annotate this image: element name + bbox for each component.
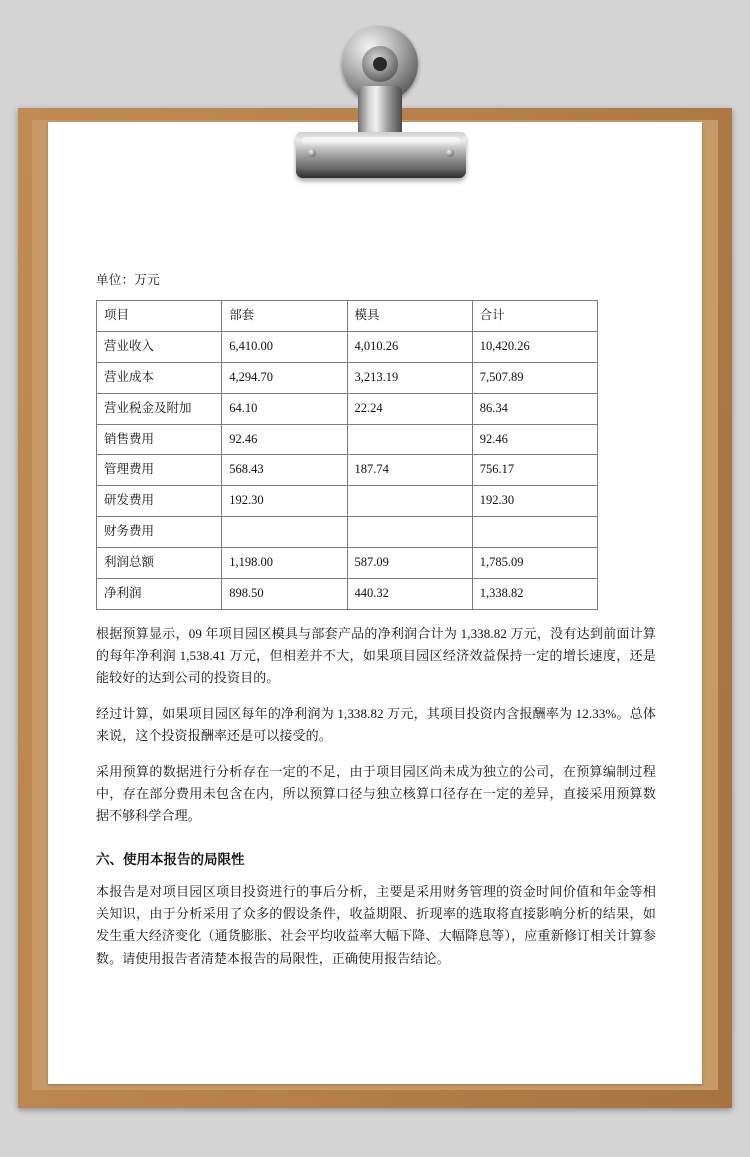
clip-body xyxy=(296,132,466,178)
row-value: 187.74 xyxy=(347,455,472,486)
row-label: 利润总额 xyxy=(97,548,222,579)
row-value: 22.24 xyxy=(347,393,472,424)
row-value xyxy=(347,486,472,517)
row-value: 92.46 xyxy=(222,424,347,455)
row-value: 587.09 xyxy=(347,548,472,579)
row-value: 1,785.09 xyxy=(472,548,597,579)
row-label: 营业税金及附加 xyxy=(97,393,222,424)
row-value: 92.46 xyxy=(472,424,597,455)
table-header-cell: 合计 xyxy=(472,301,597,332)
table-header-cell: 部套 xyxy=(222,301,347,332)
table-header-cell: 项目 xyxy=(97,301,222,332)
row-value: 568.43 xyxy=(222,455,347,486)
row-value: 10,420.26 xyxy=(472,331,597,362)
row-value xyxy=(347,424,472,455)
table-header-row xyxy=(97,301,598,332)
table-header-cell: 模具 xyxy=(347,301,472,332)
row-value: 4,010.26 xyxy=(347,331,472,362)
table-row xyxy=(97,486,598,517)
row-value: 756.17 xyxy=(472,455,597,486)
body-paragraph: 经过计算，如果项目园区每年的净利润为 1,338.82 万元，其项目投资内含报酬率为 12.33%。总体来说，这个投资报酬率还是可以接受的。 xyxy=(96,705,656,744)
row-value: 3,213.19 xyxy=(347,362,472,393)
row-value: 192.30 xyxy=(472,486,597,517)
row-value: 86.34 xyxy=(472,393,597,424)
unit-note: 单位：万元 xyxy=(96,273,161,287)
row-value xyxy=(347,517,472,548)
row-value: 4,294.70 xyxy=(222,362,347,393)
financial-table xyxy=(96,300,598,610)
table-row xyxy=(97,548,598,579)
clip-screw-left xyxy=(308,149,316,157)
paper-sheet xyxy=(48,122,702,1084)
table-row xyxy=(97,393,598,424)
row-value: 6,410.00 xyxy=(222,331,347,362)
row-label: 营业成本 xyxy=(97,362,222,393)
row-value: 7,507.89 xyxy=(472,362,597,393)
row-value: 64.10 xyxy=(222,393,347,424)
row-value: 1,198.00 xyxy=(222,548,347,579)
section-heading: 六、使用本报告的局限性 xyxy=(96,851,245,867)
row-value: 1,338.82 xyxy=(472,578,597,609)
row-label: 净利润 xyxy=(97,578,222,609)
row-value xyxy=(222,517,347,548)
table-row xyxy=(97,455,598,486)
row-value: 898.50 xyxy=(222,578,347,609)
row-label: 销售费用 xyxy=(97,424,222,455)
table-row xyxy=(97,331,598,362)
row-value: 440.32 xyxy=(347,578,472,609)
row-label: 营业收入 xyxy=(97,331,222,362)
table-row xyxy=(97,578,598,609)
table-row xyxy=(97,517,598,548)
row-value: 192.30 xyxy=(222,486,347,517)
table-row xyxy=(97,424,598,455)
clipboard-clip xyxy=(296,26,466,176)
clip-ring-hole xyxy=(362,46,398,82)
row-label: 研发费用 xyxy=(97,486,222,517)
table-row xyxy=(97,362,598,393)
clip-screw-right xyxy=(446,149,454,157)
row-label: 财务费用 xyxy=(97,517,222,548)
clipboard xyxy=(18,108,732,1108)
document-content xyxy=(96,270,656,983)
row-value xyxy=(472,517,597,548)
body-paragraph: 采用预算的数据进行分析存在一定的不足，由于项目园区尚未成为独立的公司，在预算编制过程中，存在部分费用未包含在内，所以预算口径与独立核算口径存在一定的差异，直接采用预算数据不够科学合理。 xyxy=(96,763,656,824)
body-paragraph: 根据预算显示，09 年项目园区模具与部套产品的净利润合计为 1,338.82 万元，没有达到前面计算的每年净利润 1,538.41 万元，但相差并不大，如果项目园区经济效益保持一定的增长速度，还是能较好的达到公司的投资目的。 xyxy=(96,625,656,686)
body-paragraph: 本报告是对项目园区项目投资进行的事后分析，主要是采用财务管理的资金时间价值和年金等相关知识，由于分析采用了众多的假设条件，收益期限、折现率的选取将直接影响分析的结果，如发生重大经济变化（通货膨胀、社会平均收益率大幅下降、大幅降息等），应重新修订相关计算参数。请使用报告者清楚本报告的局限性，正确使用报告结论。 xyxy=(96,883,656,966)
row-label: 管理费用 xyxy=(97,455,222,486)
